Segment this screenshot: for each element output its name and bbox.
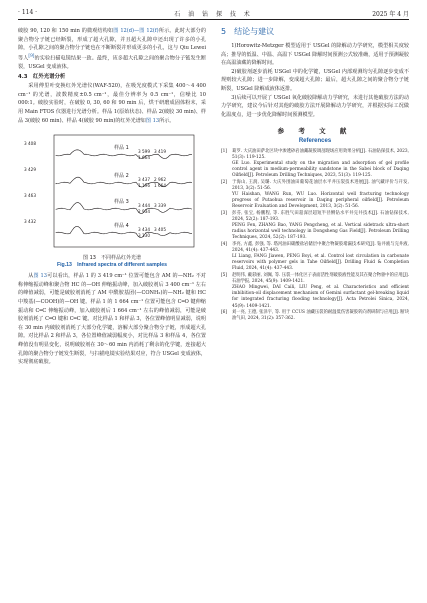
reference-item [221,192,409,211]
peak-label: 3 434 [138,227,150,233]
plot-frame [54,135,194,247]
infrared-spectra-chart [18,129,206,255]
peak-label: 3 408 [24,141,36,147]
reference-number [221,223,232,242]
reference-item [221,161,409,180]
reference-item [221,242,409,254]
figure-caption-cn: 图 13 不同样品红外光谱 [83,255,141,262]
reference-text: 于海山, 王润, 吴璐. 大庆外围油田葡萄花油层水平井压裂技术进展[J]. 油气藏评价与开发, 2013, 3(2): 51-56. [232,179,409,191]
infrared-spectra-figure [18,129,206,255]
peak-label: 3 599 [138,149,150,155]
reference-number [221,192,232,211]
peak-label: 3 130 [138,233,150,239]
reference-number: [6] [221,309,228,315]
series-label: 样品 4 [114,223,129,230]
series-label: 样品 3 [114,199,129,206]
peak-label: 3 339 [154,203,166,209]
peak-label: 1 664 [154,183,166,189]
reference-text: PENG Fen, ZHANG Bao, YANG Pengcheng, et al. Vertical sidetrack ultra-short radius horizontal well technology in Dongsheng Gas Field[J]. Petroleum Drilling Techniques, 2024, 52(2): 187-193. [232,222,409,241]
references-title: 参 考 文 献 [277,127,353,136]
reference-number: [4] [221,241,228,247]
reference-text: GE Luo. Experimental study on the migration and adsorption of gel profile control agent in medium-permeability sandstone in the Sabei block of Daqing Oilfield[J]. Petroleum Drilling Techniques, 2023, 51(3): 119-125. [232,160,409,179]
reference-text: 葛罗. 大庆油田萨北区块中渗透砂岩油藏凝胶调剖现场应用效果分析[J]. 石油钻探技术, 2023, 51(3): 119-125. [232,148,409,160]
reference-list [221,149,409,323]
reference-text: YU Haishan, WANG Run, WU Luo. Horizontal well fracturing technology progress of Putaohua reservoir in Daqing peripheral oilfield[J]. Petroleum Reservoir Evaluation and Development, 2013, 3(2): 51-56. [232,191,409,210]
reference-item [221,223,409,242]
paragraph-3: 从图 13可以看出，样品 1 的 3 419 cm⁻¹ 位置可能包含 AM 的—NH₂ 不对称伸缩振动峰和聚合物 HC 的—OH 伸缩振动峰，加入破胶剂后 3 400 cm⁻¹ 左右的峰值减弱，可能是破胶剂消耗了 AM 中酰胺基团(—CONH₂)的—NH₂ 键和 HC 中羧基(—COOH)的—OH 键。样品 1 的 1 664 cm⁻¹ 位置可能包含 C═O 键伸缩振动和 C═C 伸缩振动峰，加入破胶剂后 1 664 cm⁻¹ 左右的峰值减弱，可能是破胶剂消耗了 C═O 键和 C═C 键。对比样品 1 和样品 3，各位置峰值明显减弱，说明在 30 min 内破胶剂消耗了大部分化学键，溶解大部分聚合物分子链，形成超大孔隙。对比样品 2 和样品 3，各位置峰值减弱幅度小，对比样品 3 和样品 4，各位置峰值没有明显变化，说明破胶剂在 30～60 min 内消耗了剩余的化学键，连接超大孔隙的聚合物分子链发生断裂，与扫描电镜实验结果对应，符合 USGel 变成液体，实现彻底破胶。 [18,273,206,366]
reference-item [221,254,409,273]
peak-label: 2 962 [154,177,166,183]
figure-link[interactable]: 图 13 [145,117,160,124]
reference-number: [2] [221,179,228,185]
figure-link[interactable]: 图 12(d)—图 12(f) [113,28,159,34]
reference-text: 彭芬, 张宝, 杨鹏程, 等. 东胜气田超深层超短半径侧钻水平井完井技术[J]. 石油钻探技术, 2024, 52(2): 187-193. [232,210,409,222]
reference-item [221,285,409,310]
conclusion-3: 3)后续可以开展了 USGel 氧化破胶降解动力学研究，未进行其他破胶方法的动力学研究，建议今后针对其他的破胶方法开展降解动力学研究，并根据实际工况做化温度点，进一步优化降解时间预测模型。 [221,94,409,118]
peak-label: 3 405 [154,227,166,233]
series-label: 样品 1 [114,145,129,152]
citation-link[interactable]: [9] [28,53,35,59]
conclusion-2: 2)破胶剂逐步消耗 USGel 中的化学键，USGel 内部观测均匀孔隙逐步变成不规则较大孔隙；进一步降解，变成超大孔隙；最后，超大孔隙之间的聚合物分子链断裂，USGel 降解成液体返排。 [221,68,409,92]
figure-link[interactable]: 图 13 [33,273,47,280]
reference-item [221,180,409,192]
reference-text: LI Liang, FANG Jiawen, PENG Boyi, et al. Control lost circulation in carbonate reservoirs with polymer gels in Tahe Oilfield[J]. Drilling Fluid & Completion Fluid, 2024, 41(4): 437-443. [232,253,409,272]
reference-number [221,254,232,273]
conclusion-1: 1)Horowitz-Metzger 模型适用于 USGel 的降解动力学研究，模型相关度较高；推导的低温、中温、高温下 USGel 降解时间预测公式较准确，适用于预测凝胶在高温油藏的降解时间。 [221,43,409,67]
issue-date: 2025 年 4 月 [372,11,409,18]
journal-name: 石 油 钻 探 技 术 [174,11,253,18]
section-heading-5: 5 结论与建议 [221,27,275,36]
reference-item [221,211,409,223]
reference-text: 李亮, 方鑫, 彭强, 等. 塔河油田碳酸盐岩储层中聚合物凝胶堵漏技术研究[J]. 钻井液与完井液, 2024, 41(4): 437-443. [232,241,409,253]
reference-item [221,273,409,285]
reference-number: [3] [221,210,228,216]
page-number: · 114 · [18,9,38,16]
paragraph-2: 采用傅里叶变换红外光谱仪(WAF-520)，在吸光度模式下采集 400～4 400 cm⁻¹ 的光谱，波数精度±0.5 cm⁻¹，最佳分辨率为 0.5 cm⁻¹，信噪比 10 000:1。破胶实验时，在破胶 0, 30, 60 和 90 min 后，烘干研磨成固体粉末，采用 Main FTOS 仪器进行光谱分析。样品 1(原始状态)、样品 2(破胶 30 min)、样品 3(破胶 60 min)、样品 4(破胶 90 min)的红外光谱如图 13所示。 [18,83,206,124]
peak-label: 2 934 [138,209,150,215]
references-title-en: References [298,137,332,144]
section-heading-4-3: 4.3 红外光谱分析 [18,73,66,80]
right-column [221,27,409,322]
peak-label: 3 429 [24,167,36,173]
reference-text: 赵明伟, 戴彩丽, 刘佩, 等. 压裂一体化区子表面活性剂破胶液性能及其在聚合物驱中的应用[J]. 石油学报, 2024, 45(9): 1409-1421. [232,272,409,284]
peak-label: 3 419 [154,149,166,155]
left-column [18,27,206,367]
peak-label: 3 463 [24,193,36,199]
series-label: 样品 2 [114,173,129,180]
figure-caption-en: Fig.13 Infrared spectra of different samples [56,262,168,269]
paragraph-1: 破胶 90, 120 和 150 min 的微观结构如图 12(d)—图 12(f)所示。此时大部分的聚合物分子链已经断裂，形成了超大孔隙，并且超大孔隙中还出现了许多的小孔隙，小孔隙之间的聚合物分子链也在不断断裂并形成更多的小孔，这与 Qiu Lewei 等人[9]的实验扫描电镜结果一致。最终，该多超大孔隙之间的聚合物分子链发生断裂，USGel 变成液体。 [18,28,206,71]
peak-label: 1 664 [138,155,150,161]
spectrum-line [56,150,192,159]
peak-label: 1 196 [138,183,150,189]
reference-number [221,161,232,180]
reference-item [221,310,409,322]
reference-item [221,149,409,161]
reference-number: [5] [221,272,228,278]
reference-text: ZHAO Mingwei, DAI Caili, LIU Peng, et al. Characteristics and efficient imbibition-oil displacement mechanism of Gemini surfactant gel-breaking liquid for integrated fracturing flooding technology[J]. Acta Petrolei Sinica, 2024, 45(9): 1409-1421. [232,285,409,309]
page-header [18,8,409,20]
reference-number [221,285,232,310]
peak-label: 3 444 [138,203,150,209]
peak-label: 3 437 [138,177,150,183]
reference-number: [1] [221,148,228,154]
peak-label: 3 432 [24,219,36,225]
reference-text: 刘一亮, 王德, 张泽宇, 等. 用于 CCUS 油藏压裂的耐温低伤害凝胶转向剂研制与应用[J]. 断块油气田, 2024, 31(2): 357-362. [232,309,409,322]
